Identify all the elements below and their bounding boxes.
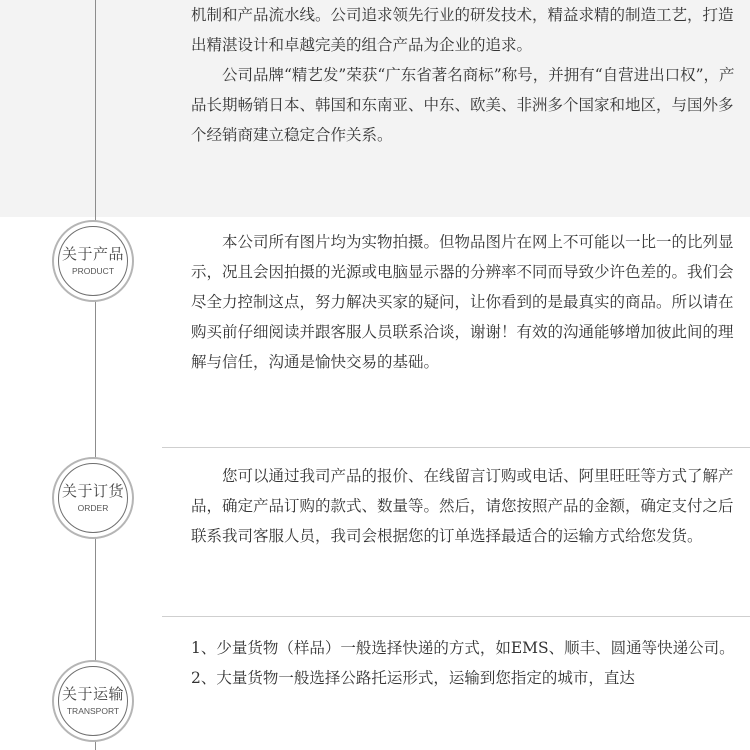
badge-title: 关于订货 bbox=[61, 482, 124, 500]
badge-ring bbox=[58, 666, 128, 736]
section-paragraph: 您可以通过我司产品的报价、在线留言订购或电话、阿里旺旺等方式了解产品，确定产品订购的款式、数量等。然后，请您按照产品的金额，确定支付之后联系我司客服人员，我司会根据您的订单选择最适合的运输方式给您发货。 bbox=[191, 467, 734, 545]
badge-subtitle: PRODUCT bbox=[71, 266, 115, 276]
badge-title: 关于运输 bbox=[61, 685, 124, 703]
transport-section-text bbox=[191, 633, 736, 693]
section-divider bbox=[162, 616, 750, 617]
order-section-text bbox=[191, 461, 736, 551]
badge-subtitle: TRANSPORT bbox=[66, 706, 120, 716]
section-divider bbox=[162, 447, 750, 448]
transport-item: 1、少量货物（样品）一般选择快递的方式，如EMS、顺丰、圆通等快递公司。 bbox=[191, 639, 735, 657]
badge-transport bbox=[52, 660, 134, 742]
badge-ring bbox=[58, 463, 128, 533]
company-intro-text bbox=[191, 0, 736, 150]
section-paragraph: 本公司所有图片均为实物拍摄。但物品图片在网上不可能以一比一的比列显示，况且会因拍摄的光源或电脑显示器的分辨率不同而导致少许色差的。我们会尽全力控制这点，努力解决买家的疑问，让你看到的是最真实的商品。所以请在购买前仔细阅读并跟客服人员联系洽谈，谢谢！有效的沟通能够增加彼此间的理解与信任，沟通是愉快交易的基础。 bbox=[191, 233, 734, 371]
badge-ring bbox=[58, 226, 128, 296]
intro-paragraph: 公司品牌“精艺发”荣获“广东省著名商标”称号，并拥有“自营进出口权”，产品长期畅销日本、韩国和东南亚、中东、欧美、非洲多个国家和地区，与国外多个经销商建立稳定合作关系。 bbox=[191, 66, 735, 144]
product-section-text bbox=[191, 227, 736, 377]
badge-product bbox=[52, 220, 134, 302]
timeline-line bbox=[95, 0, 96, 750]
badge-order bbox=[52, 457, 134, 539]
badge-subtitle: ORDER bbox=[77, 503, 109, 513]
transport-item: 2、大量货物一般选择公路托运形式，运输到您指定的城市，直达 bbox=[191, 669, 635, 687]
badge-title: 关于产品 bbox=[61, 245, 124, 263]
intro-paragraph: 机制和产品流水线。公司追求领先行业的研发技术，精益求精的制造工艺，打造出精湛设计和卓越完美的组合产品为企业的追求。 bbox=[191, 6, 734, 54]
